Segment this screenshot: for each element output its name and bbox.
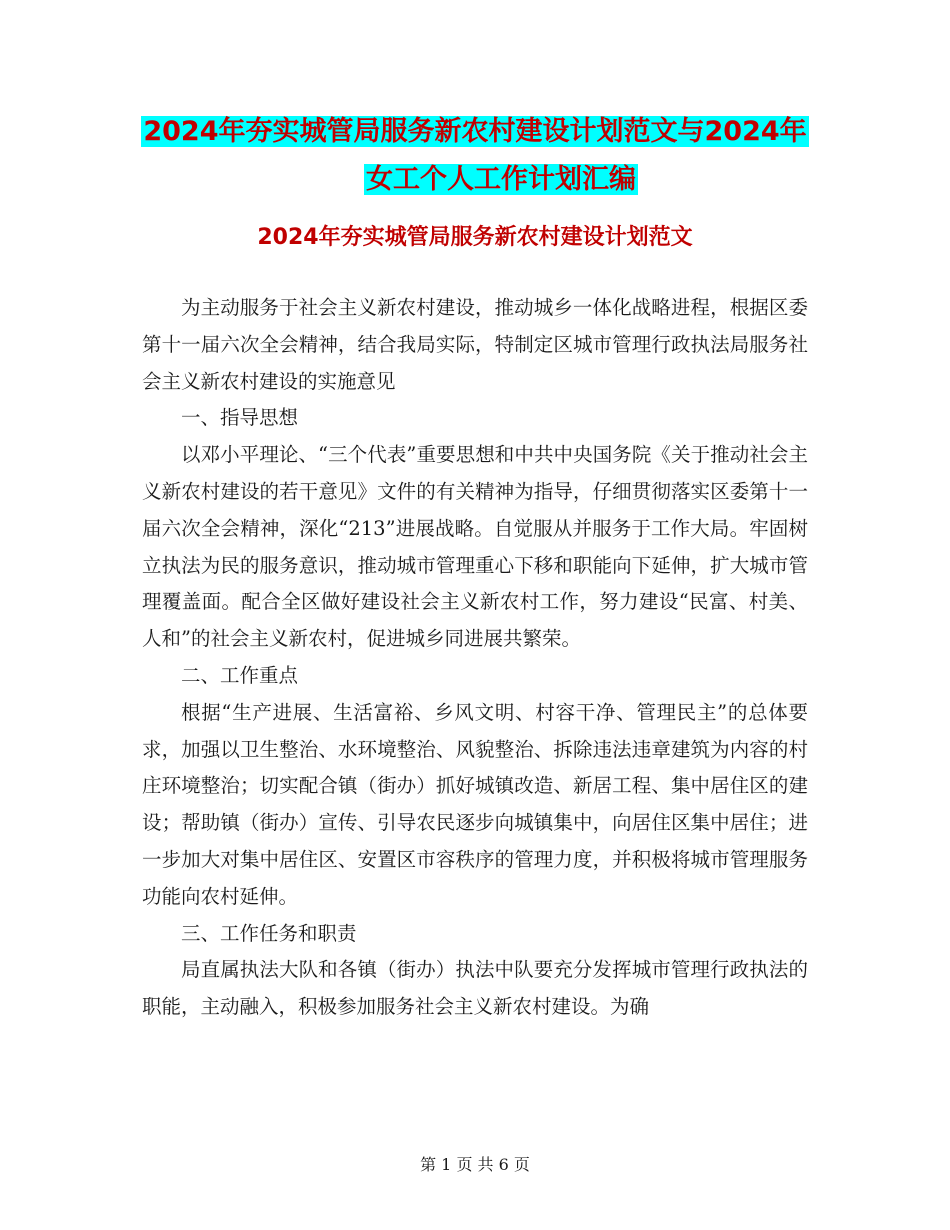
title-line-2: 女工个人工作计划汇编 [366,164,636,195]
heading-guiding-ideology: 一、指导思想 [181,406,299,430]
document-title [0,108,950,204]
heading-tasks-duties: 三、工作任务和职责 [181,921,357,945]
page-number-footer: 第 1 页 共 6 页 [420,1155,530,1174]
title-line-1: 2024年夯实城管局服务新农村建设计划范文与2024年 [143,116,807,147]
section-title: 2024年夯实城管局服务新农村建设计划范文 [257,225,693,250]
paragraph-intro: 为主动服务于社会主义新农村建设，推动城乡一体化战略进程，根据区委第十一届六次全会精神，结合我局实际，特制定区城市管理行政执法局服务社会主义新农村建设的实施意见 [142,296,808,393]
heading-work-focus: 二、工作重点 [181,663,299,687]
paragraph-work-focus: 根据“生产进展、生活富裕、乡风文明、村容干净、管理民主”的总体要求，加强以卫生整治、水环境整治、风貌整治、拆除违法违章建筑为内容的村庄环境整治；切实配合镇（街办）抓好城镇改造、新居工程、集中居住区的建设；帮助镇（街办）宣传、引导农民逐步向城镇集中，向居住区集中居住；进一步加大对集中居住区、安置区市容秩序的管理力度，并积极将城市管理服务功能向农村延伸。 [142,700,808,908]
paragraph-guiding-ideology: 以邓小平理论、“三个代表”重要思想和中共中央国务院《关于推动社会主义新农村建设的若干意见》文件的有关精神为指导，仔细贯彻落实区委第十一届六次全会精神，深化“213”进展战略。自觉服从并服务于工作大局。牢固树立执法为民的服务意识，推动城市管理重心下移和职能向下延伸，扩大城市管理覆盖面。配合全区做好建设社会主义新农村工作，努力建设“民富、村美、人和”的社会主义新农村，促进城乡同进展共繁荣。 [142,443,808,651]
document-body [142,290,808,1026]
paragraph-tasks-duties: 局直属执法大队和各镇（街办）执法中队要充分发挥城市管理行政执法的职能，主动融入，积极参加服务社会主义新农村建设。为确 [142,958,808,1019]
